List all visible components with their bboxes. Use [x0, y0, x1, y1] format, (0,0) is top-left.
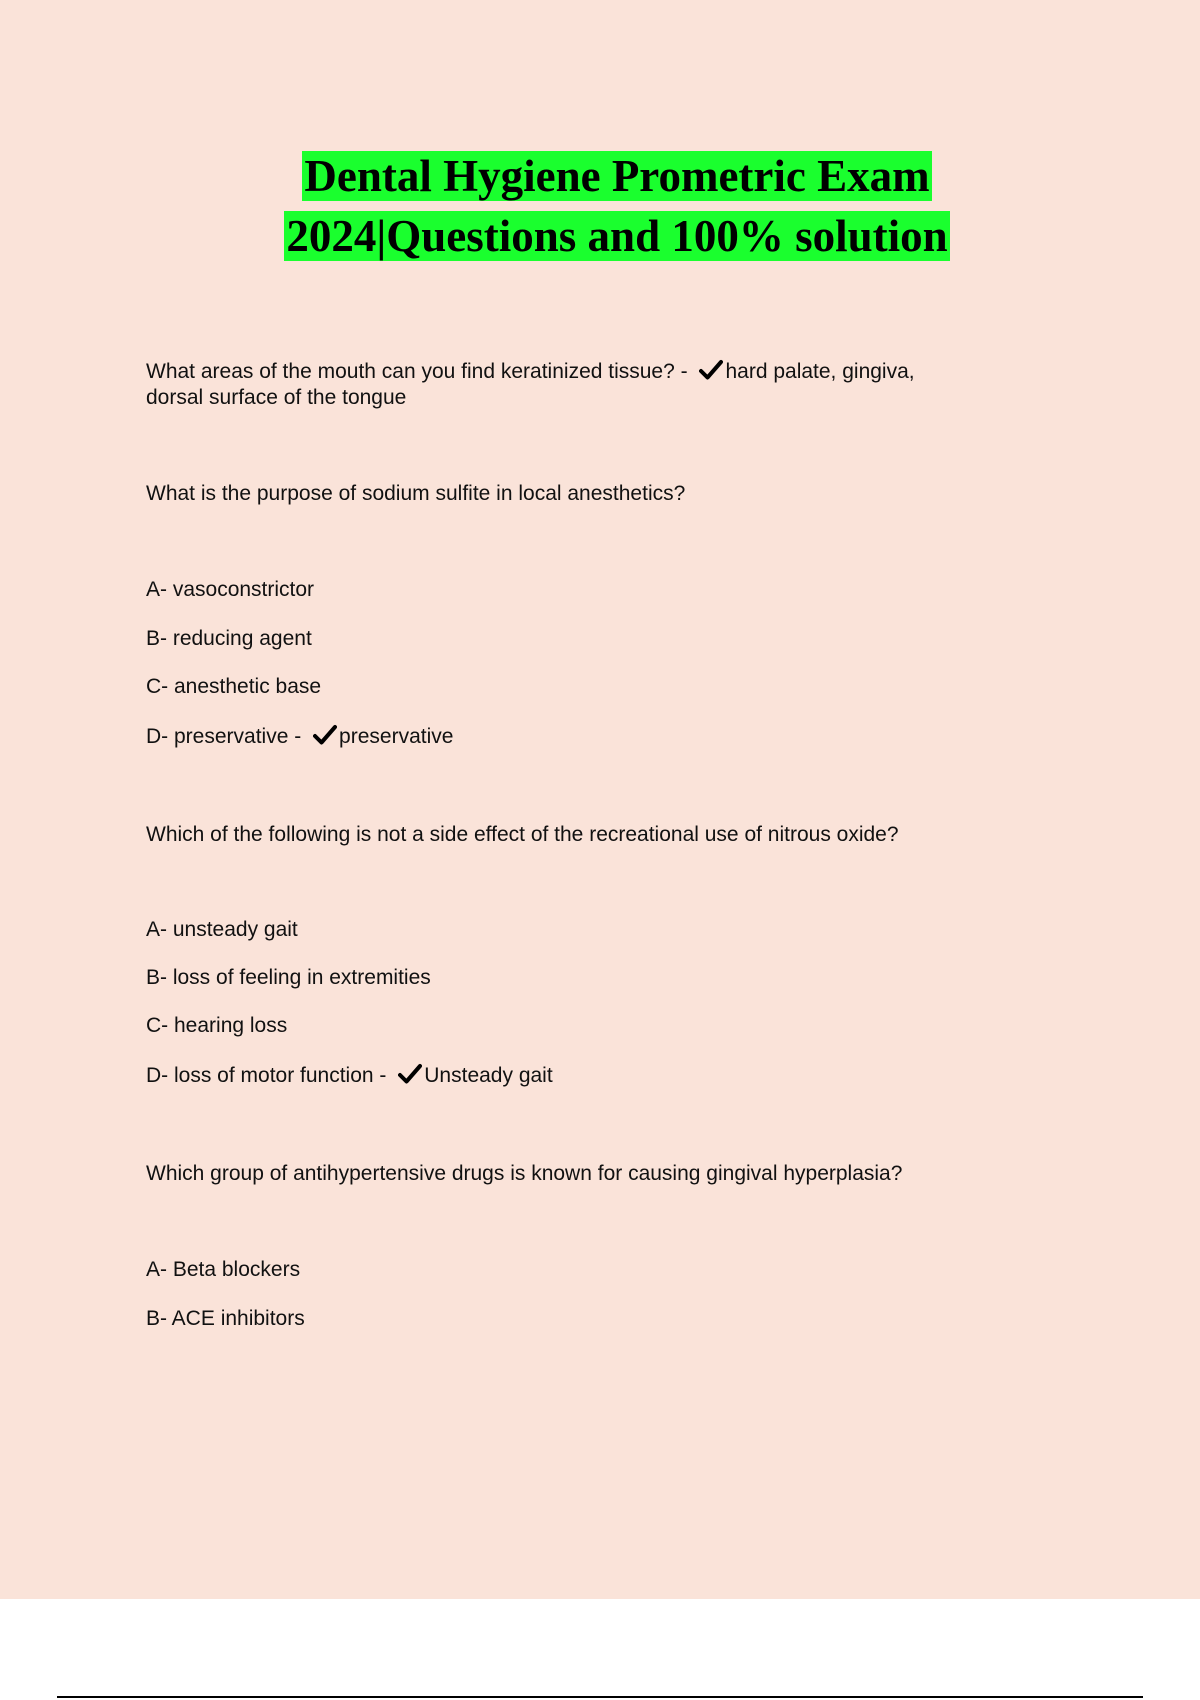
footer-rule	[57, 1696, 1143, 1698]
question-3-option-b: B- loss of feeling in extremities	[146, 966, 431, 989]
question-2-option-b: B- reducing agent	[146, 627, 312, 650]
question-3-option-d-label: D- loss of motor function -	[146, 1064, 387, 1087]
question-3-option-a: A- unsteady gait	[146, 918, 298, 941]
question-1-answer: hard palate, gingiva,	[725, 360, 915, 383]
question-3-option-c: C- hearing loss	[146, 1014, 288, 1037]
question-2-text: What is the purpose of sodium sulfite in local anesthetics?	[146, 482, 686, 505]
question-1-text: What areas of the mouth can you find keratinized tissue? -	[146, 360, 688, 383]
question-4-option-a: A- Beta blockers	[146, 1258, 301, 1281]
question-2-option-a: A- vasoconstrictor	[146, 578, 315, 601]
question-4-option-b: B- ACE inhibitors	[146, 1307, 305, 1330]
question-3-answer: Unsteady gait	[424, 1064, 553, 1087]
document-title	[0, 146, 1200, 266]
title-line-1: Dental Hygiene Prometric Exam	[304, 151, 930, 201]
title-line-2: 2024|Questions and 100% solution	[286, 211, 948, 261]
question-2-answer: preservative	[339, 725, 454, 748]
question-4-text: Which group of antihypertensive drugs is known for causing gingival hyperplasia?	[146, 1162, 903, 1185]
checkmark-icon	[398, 1063, 422, 1085]
question-2-option-d-label: D- preservative -	[146, 725, 302, 748]
question-1-answer-continued: dorsal surface of the tongue	[146, 386, 407, 409]
checkmark-icon	[313, 724, 337, 746]
question-2-option-c: C- anesthetic base	[146, 675, 322, 698]
question-3-option-d	[146, 1063, 553, 1089]
checkmark-icon	[699, 359, 723, 381]
question-3-text: Which of the following is not a side effect of the recreational use of nitrous oxide?	[146, 823, 899, 846]
question-2-option-d	[146, 724, 453, 750]
question-1	[146, 359, 915, 385]
